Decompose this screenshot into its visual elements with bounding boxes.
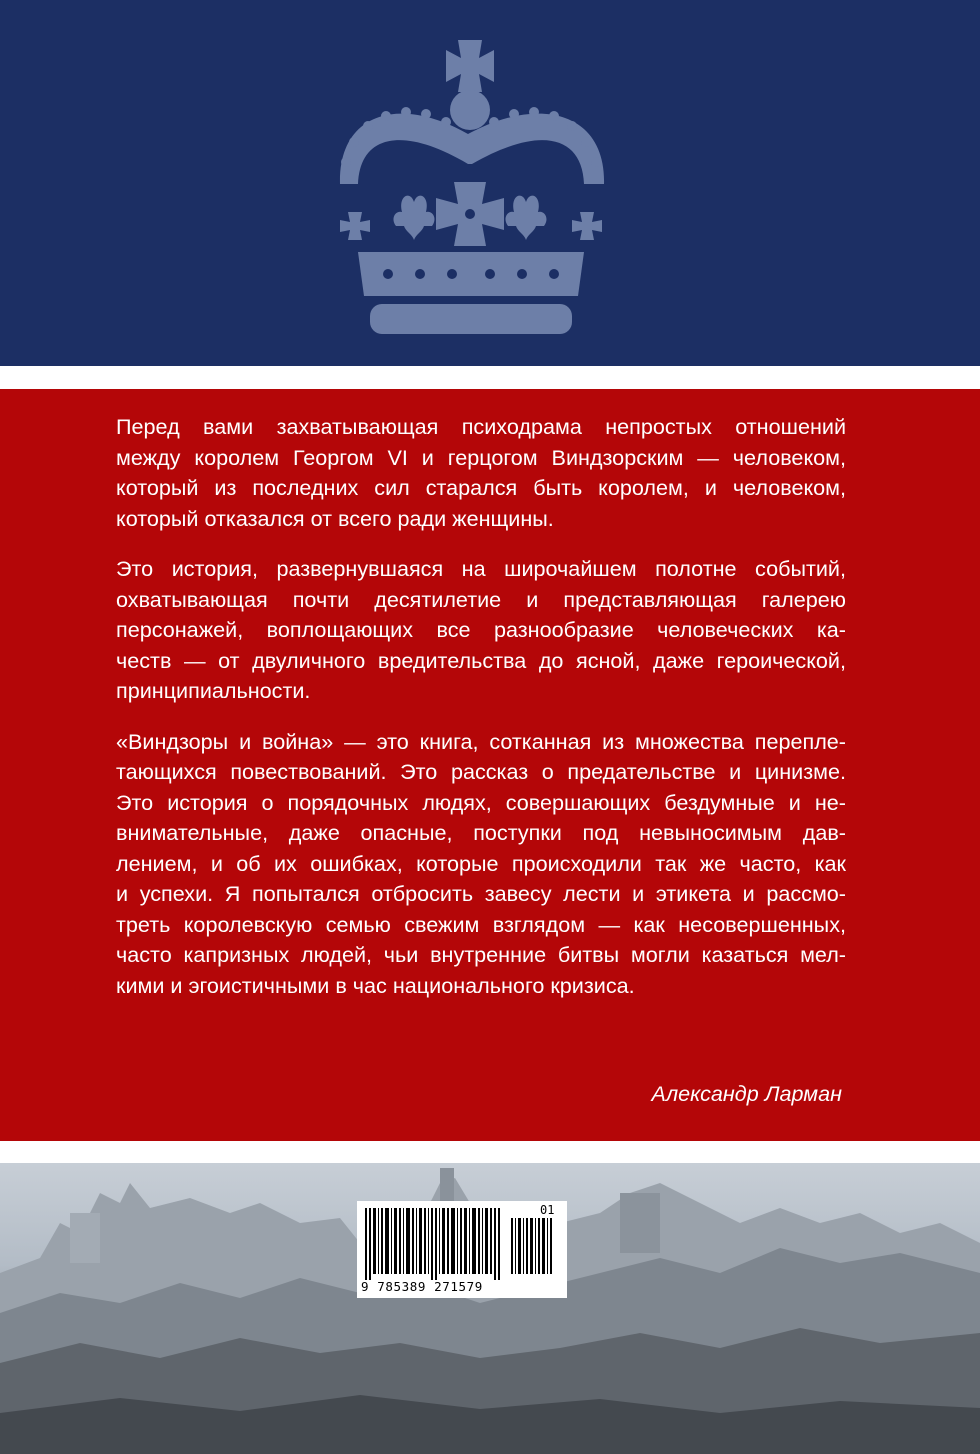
text-line: персонажей, воплощающих все разнообразие человеческих ка- xyxy=(116,617,846,642)
text-line: тающихся повествований. Это рассказ о предательстве и цинизме. xyxy=(116,759,846,784)
paragraph-1 xyxy=(116,412,846,534)
text-line: между королем Георгом VI и герцогом Виндзорским — человеком, xyxy=(116,444,846,470)
text-line: часто капризных людей, чьи внутренние битвы могли казаться мел- xyxy=(116,942,846,967)
barcode-digits: 9 785389 271579 xyxy=(361,1279,483,1294)
text-line: который из последних сил старался быть королем, и человеком, xyxy=(116,475,846,500)
isbn-barcode xyxy=(357,1201,567,1298)
text-line: Перед вами захватывающая психодрама непростых отношений xyxy=(116,414,846,439)
text-line: «Виндзоры и война» — это книга, сотканная из множества перепле- xyxy=(116,728,846,754)
text-line: лением, и об их ошибках, которые происходили так же часто, как xyxy=(116,850,846,876)
text-line: и успехи. Я попытался отбросить завесу лести и этикета и рассмо- xyxy=(116,881,846,906)
text-line: Это история, развернувшаяся на широчайшем полотне событий, xyxy=(116,556,846,581)
author-name: Александр Ларман xyxy=(651,1081,842,1106)
text-line: кими и эгоистичными в час национального кризиса. xyxy=(116,972,635,998)
text-line: честв — от двуличного вредительства до ясной, даже героической, xyxy=(116,647,846,673)
annotation-text xyxy=(116,412,846,1021)
text-line: охватывающая почти десятилетие и представляющая галерею xyxy=(116,586,846,612)
text-line: Это история о порядочных людях, совершающих бездумные и не- xyxy=(116,789,846,815)
crown-icon xyxy=(328,34,618,344)
barcode-addon: 01 xyxy=(540,1203,555,1217)
text-line: принципиальности. xyxy=(116,678,311,703)
barcode-bars xyxy=(363,1208,561,1280)
text-line: внимательные, даже опасные, поступки под невыносимым дав- xyxy=(116,820,846,845)
text-line: треть королевскую семью свежим взглядом — как несовершенных, xyxy=(116,911,846,937)
paragraph-2 xyxy=(116,554,846,707)
text-line: который отказался от всего ради женщины. xyxy=(116,505,554,531)
paragraph-3 xyxy=(116,727,846,1002)
top-navy-band xyxy=(0,0,980,366)
